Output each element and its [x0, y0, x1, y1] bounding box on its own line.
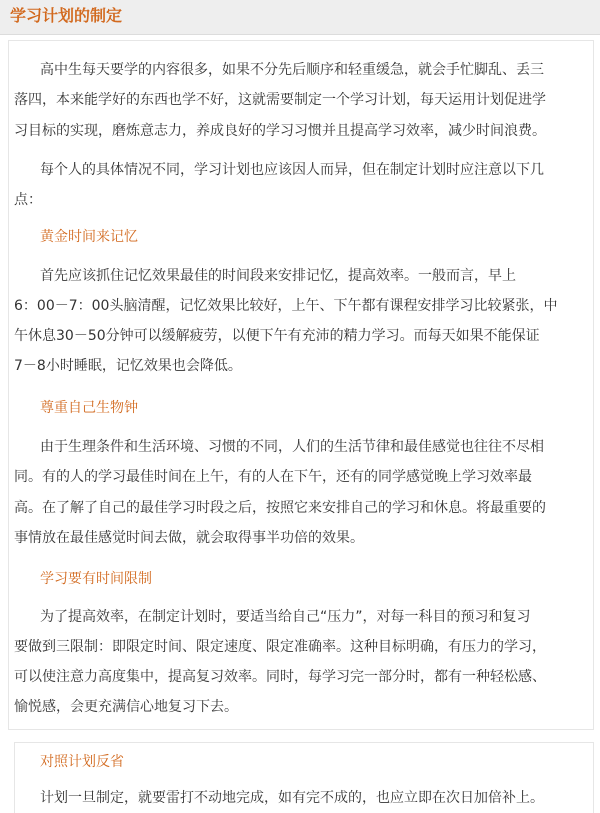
section-2-line-4: 事情放在最佳感觉时间去做，就会取得事半功倍的效果。: [14, 530, 364, 546]
intro-p1-line-1: 高中生每天要学的内容很多，如果不分先后顺序和轻重缓急，就会手忙脚乱、丢三: [40, 62, 544, 78]
section-1-line-4: 7－8小时睡眠，记忆效果也会降低。: [14, 358, 242, 374]
section-4-line-1: 计划一旦制定，就要雷打不动地完成，如有完不成的，也应立即在次日加倍补上。: [40, 790, 544, 806]
section-3-line-1: 为了提高效率，在制定计划时，要适当给自己“压力”，对每一科目的预习和复习: [40, 609, 531, 625]
section-1-line-3: 午休息30－50分钟可以缓解疲劳，以便下午有充沛的精力学习。而每天如果不能保证: [14, 328, 540, 344]
section-gap: [0, 730, 600, 742]
section-1-line-1: 首先应该抓住记忆效果最佳的时间段来安排记忆，提高效率。一般而言，早上: [40, 268, 516, 284]
section-3-line-3: 可以使注意力高度集中，提高复习效率。同时，每学习完一部分时，都有一种轻松感、: [14, 669, 546, 685]
section-3-line-4: 愉悦感，会更充满信心地复习下去。: [14, 699, 238, 715]
section-1-line-2: 6：00－7：00头脑清醒，记忆效果比较好，上午、下午都有课程安排学习比较紧张，中: [14, 298, 558, 314]
section-2-line-1: 由于生理条件和生活环境、习惯的不同，人们的生活节律和最佳感觉也往往不尽相: [40, 439, 544, 455]
page-title: 学习计划的制定: [10, 6, 123, 25]
title-bar: [0, 0, 600, 35]
intro-p1-line-2: 落四，本来能学好的东西也学不好，这就需要制定一个学习计划，每天运用计划促进学: [14, 92, 546, 108]
section-heading-biological-clock: 尊重自己生物钟: [40, 400, 138, 416]
section-2-line-2: 同。有的人的学习最佳时间在上午，有的人在下午，还有的同学感觉晚上学习效率最: [14, 469, 532, 485]
intro-p1-line-3: 习目标的实现，磨炼意志力，养成良好的学习习惯并且提高学习效率，减少时间浪费。: [14, 123, 546, 139]
intro-p2-line-1: 每个人的具体情况不同，学习计划也应该因人而异，但在制定计划时应注意以下几: [40, 162, 544, 178]
section-heading-time-limit: 学习要有时间限制: [40, 571, 152, 587]
section-heading-review-plan: 对照计划反省: [40, 754, 124, 770]
intro-p2-line-2: 点：: [14, 192, 42, 208]
section-heading-golden-time: 黄金时间来记忆: [40, 229, 138, 245]
section-2-line-3: 高。在了解了自己的最佳学习时段之后，按照它来安排自己的学习和休息。将最重要的: [14, 500, 546, 516]
section-3-line-2: 要做到三限制：即限定时间、限定速度、限定准确率。这种目标明确，有压力的学习，: [14, 639, 546, 655]
